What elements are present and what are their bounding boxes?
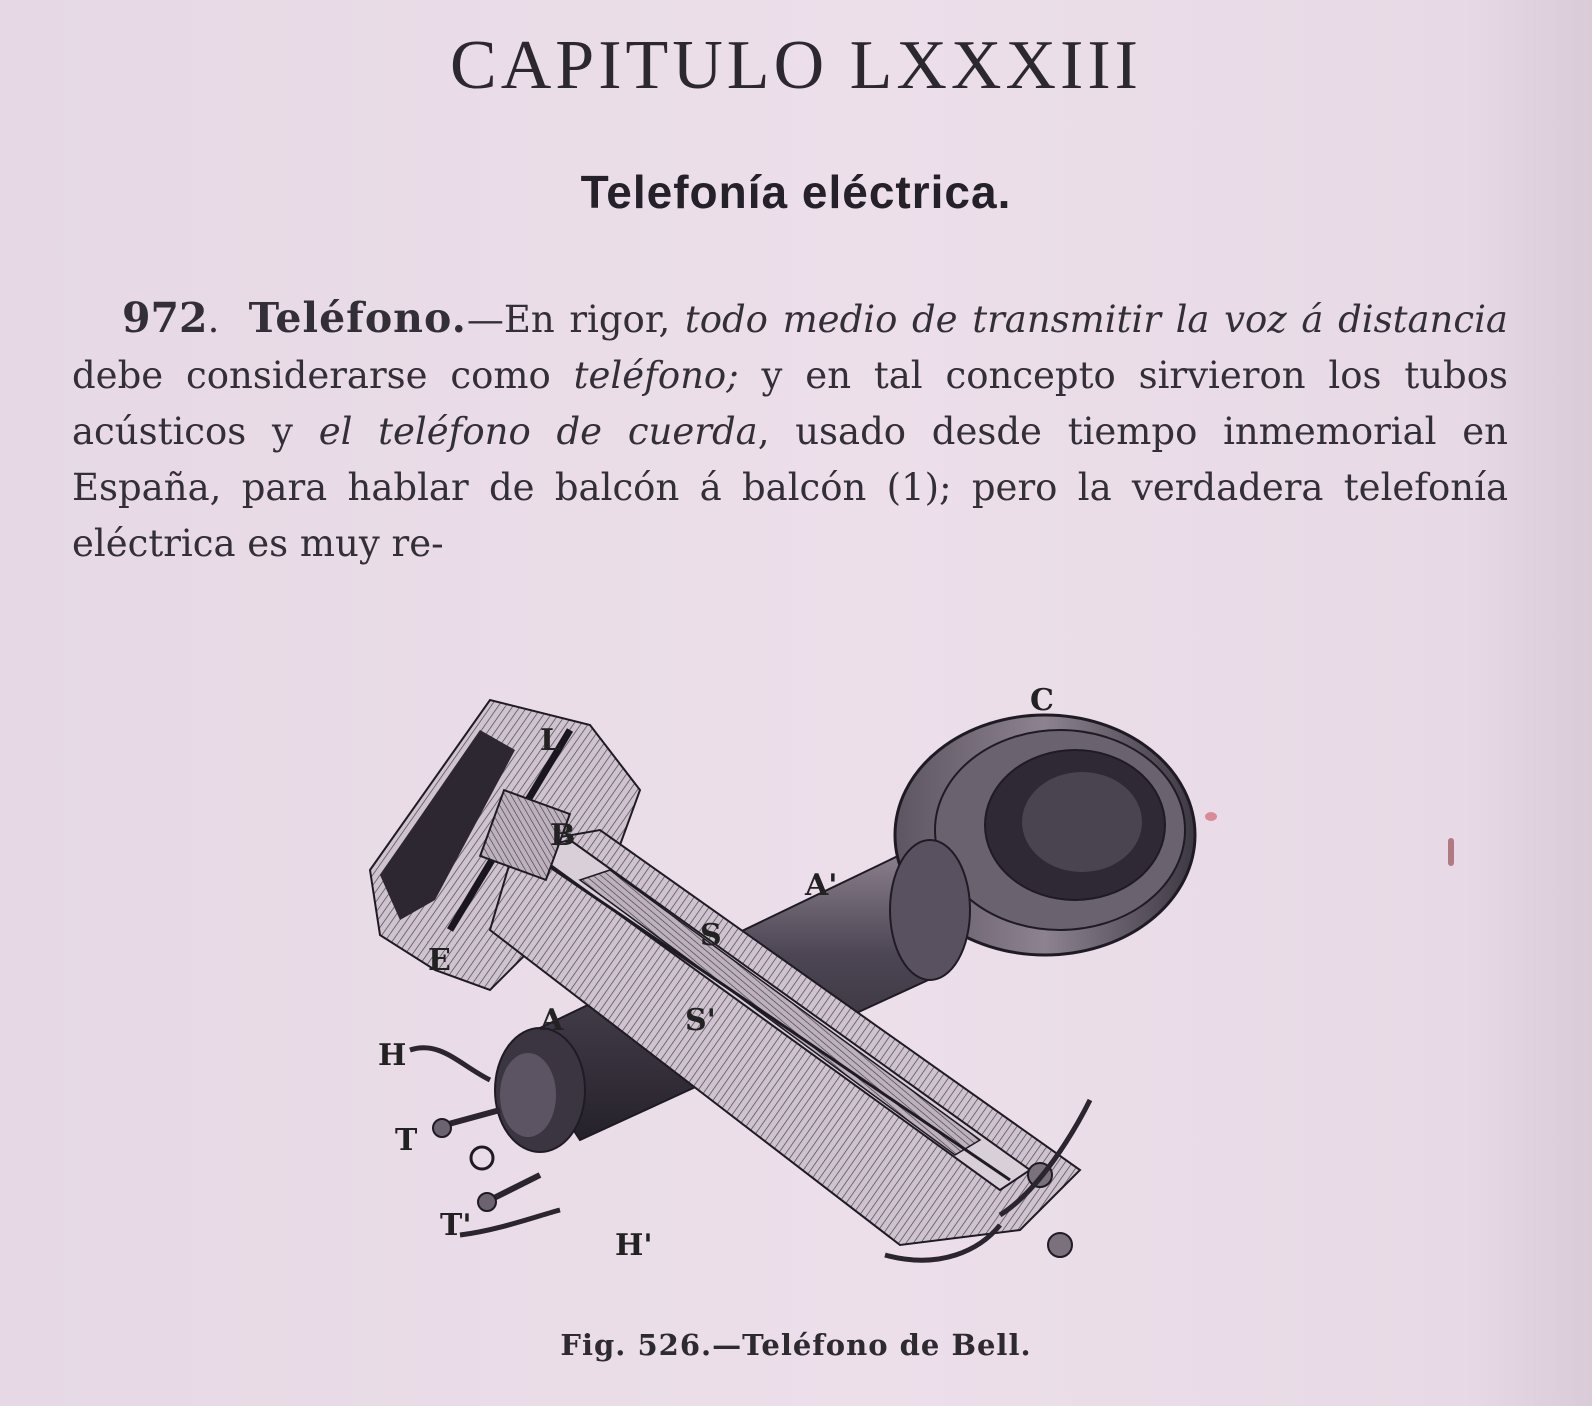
paragraph-italic3: el teléfono de cuerda (318, 410, 758, 453)
paper-speck (1448, 838, 1454, 866)
label-H-prime: H' (615, 1228, 653, 1263)
body-paragraph (72, 290, 1508, 572)
paragraph-seg1: En rigor, (503, 298, 685, 341)
paragraph-italic2: teléfono; (573, 354, 739, 397)
paragraph-seg2: debe considerarse como (72, 354, 574, 397)
chapter-heading: CAPITULO LXXXIII (450, 27, 1142, 104)
label-S: S (700, 918, 722, 953)
label-T: T (395, 1123, 418, 1158)
label-L: L (540, 723, 562, 758)
label-T-prime: T' (440, 1208, 472, 1243)
paragraph-seg3: y en tal concepto sirvieron los tubos acústicos y (72, 354, 1508, 453)
label-A: A (540, 1003, 564, 1038)
label-H: H (378, 1038, 407, 1073)
label-B: B (550, 818, 576, 853)
paragraph-number-suffix: . (207, 298, 220, 341)
label-A-prime: A' (805, 868, 838, 903)
section-title: Telefonía eléctrica. (580, 166, 1012, 218)
bell-telephone-figure (340, 670, 1240, 1310)
paragraph-number: 972 (122, 294, 208, 342)
paragraph-seg4: , usado desde tiempo inmemorial en España, para hablar de balcón á balcón (1); pero la verdadera telefonía eléctrica es muy re- (72, 410, 1508, 565)
figure-caption: Fig. 526.—Teléfono de Bell. (560, 1328, 1032, 1362)
label-S-prime: S' (685, 1003, 716, 1038)
paragraph-term: Teléfono. (248, 294, 467, 342)
paragraph-italic1: todo medio de transmitir la voz á distancia (684, 298, 1508, 341)
paper-speck (1205, 812, 1217, 821)
label-C: C (1030, 683, 1054, 718)
bell-telephone-illustration (340, 670, 1240, 1310)
label-E: E (428, 943, 451, 978)
paragraph-dash: — (466, 298, 504, 341)
